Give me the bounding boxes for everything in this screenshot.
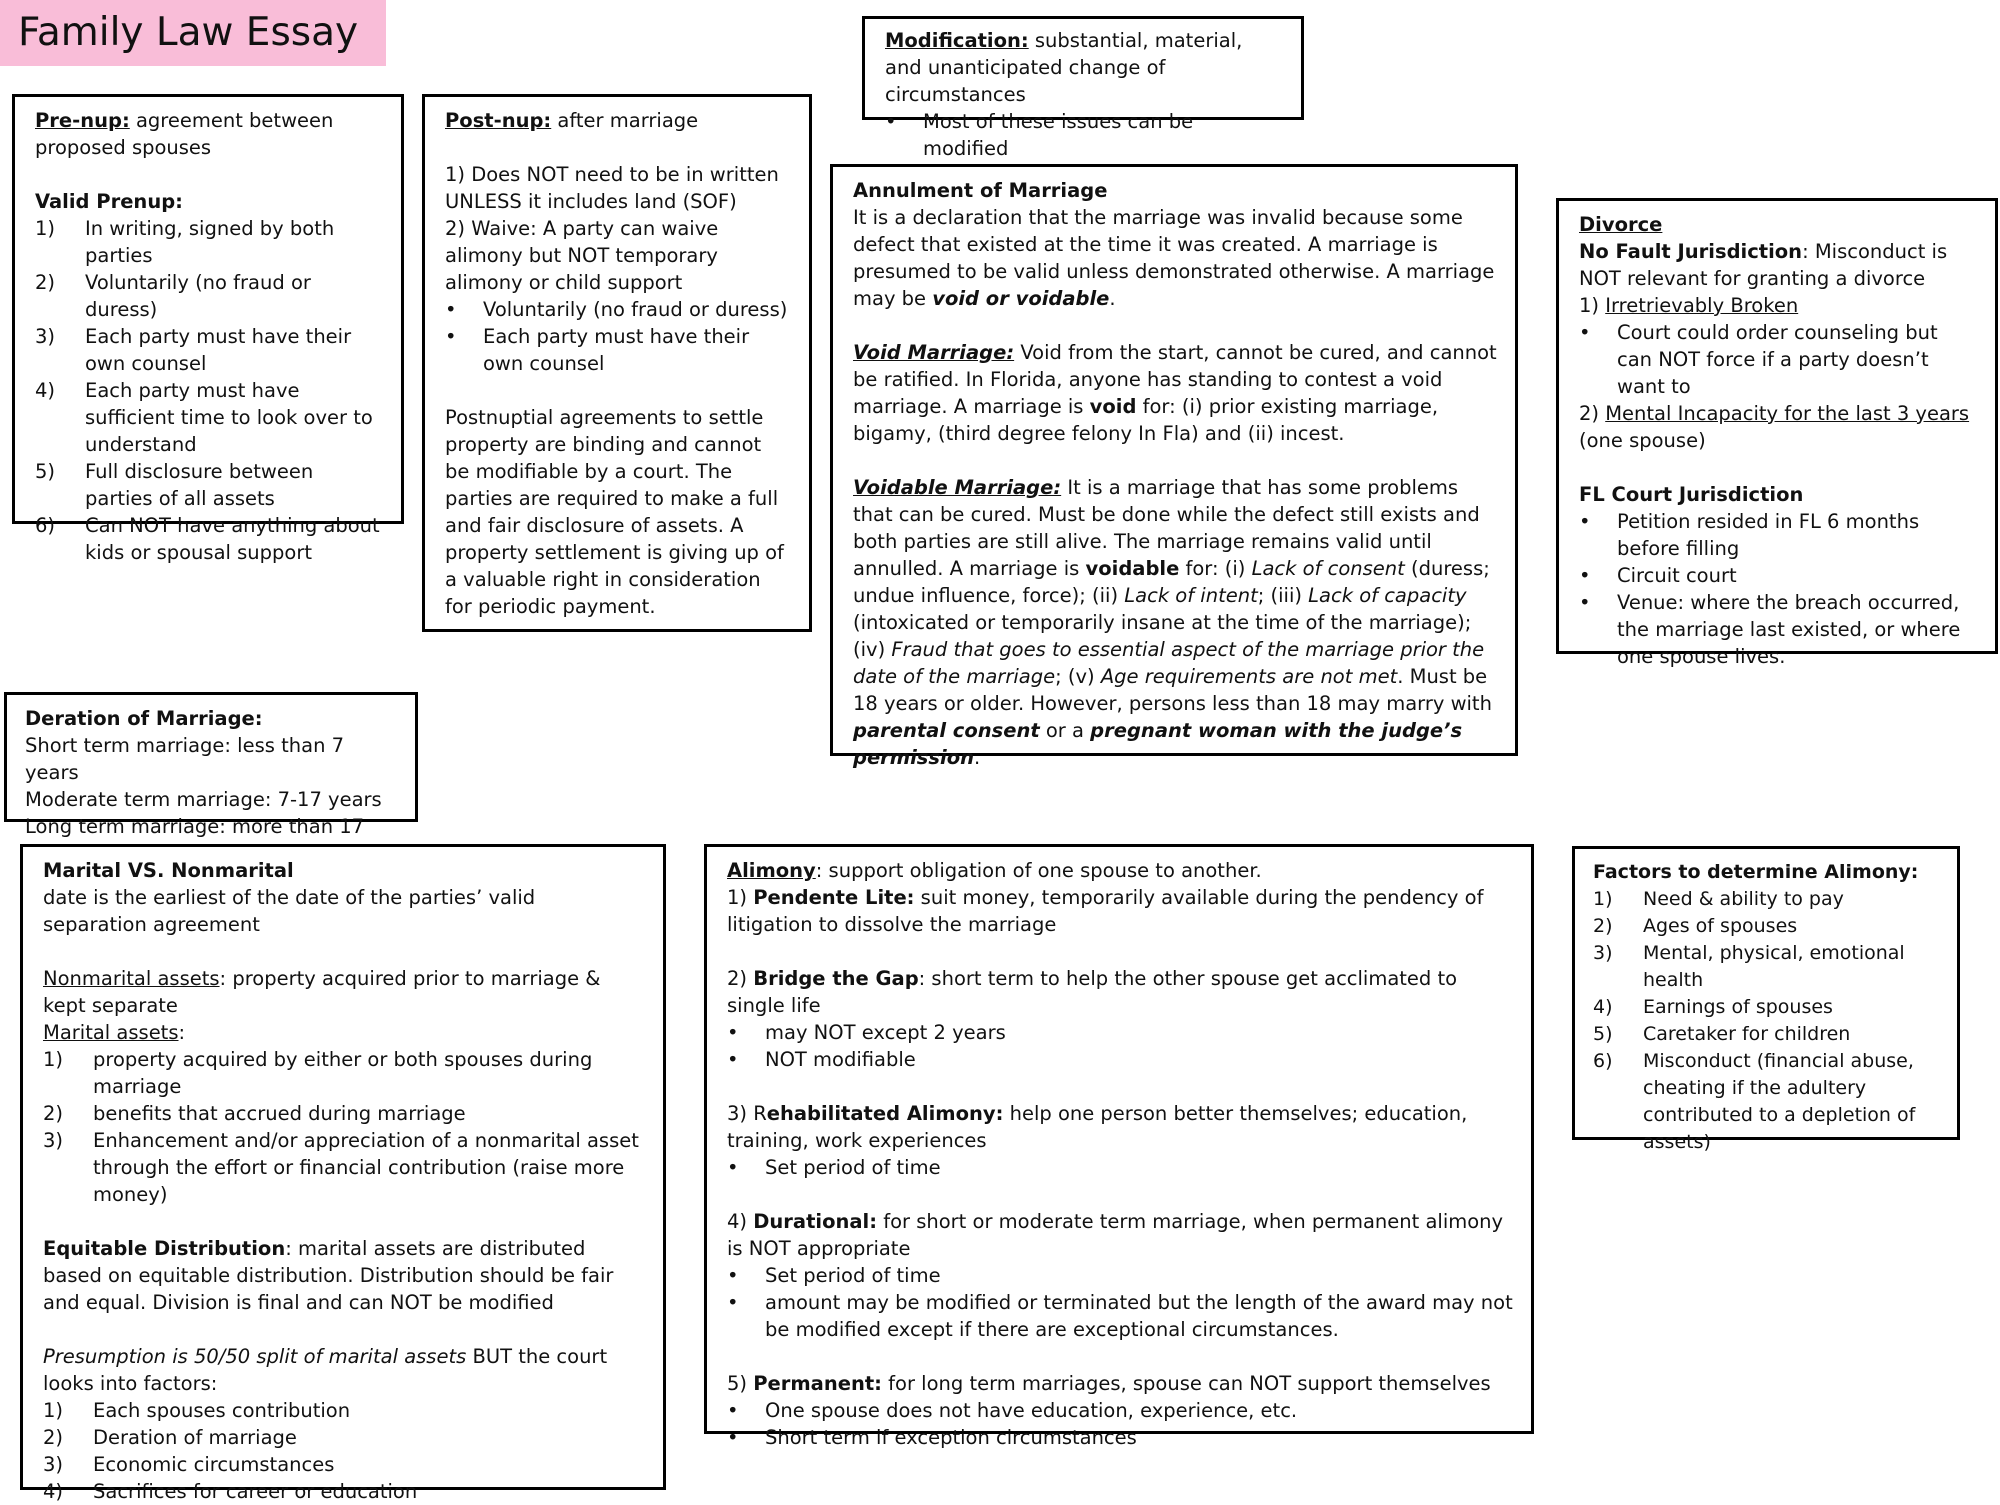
postnup-paragraph: Postnuptial agreements to settle property are binding and cannot be modifiable by a court. The parties are required to make a full and fair disclosure of assets. A property settlement is giving up of a valuable right in consideration for periodic payment.: [445, 406, 784, 618]
presumption-text: Presumption is 50/50 split of marital assets BUT the court looks into factors:: [43, 1345, 608, 1395]
duration-line: Long term marriage: more than 17: [25, 815, 365, 838]
list-item: 6) Misconduct (financial abuse, cheating if the adultery contributed to a depletion of assets): [1593, 1050, 1916, 1153]
voidable-marriage-label: Voidable Marriage:: [853, 476, 1062, 499]
marital-heading: Marital VS. Nonmarital: [43, 859, 294, 882]
list-item: • Petition resided in FL 6 months before filling: [1579, 510, 1920, 560]
no-fault-text: No Fault Jurisdiction: Misconduct is NOT relevant for granting a divorce: [1579, 240, 1948, 290]
factors-heading: Factors to determine Alimony:: [1593, 861, 1919, 883]
alimony-label: Alimony: [727, 859, 816, 882]
list-item: 3) Enhancement and/or appreciation of a nonmarital asset through the effort or financial contribution (raise more money): [43, 1129, 639, 1206]
divorce-heading: Divorce: [1579, 213, 1663, 236]
list-item: • NOT modifiable: [727, 1048, 916, 1071]
list-item: 2) Deration of marriage: [43, 1426, 297, 1449]
list-item: • Set period of time: [727, 1156, 941, 1179]
list-item: 2) Voluntarily (no fraud or duress): [35, 271, 311, 321]
list-item: 4) Earnings of spouses: [1593, 996, 1833, 1018]
marital-box: [20, 844, 666, 1503]
list-item: 3) Economic circumstances: [43, 1453, 335, 1476]
list-item: 5) Full disclosure between parties of all assets: [35, 460, 314, 510]
prenup-label: Pre-nup:: [35, 109, 130, 132]
void-marriage-text: Void Marriage: Void from the start, cannot be cured, and cannot be ratified. In Florida, anyone has standing to contest a void marriage. A marriage is void for: (i) prior existing marriage, bigamy, (third degree felony In Fla) and (ii) incest.: [853, 341, 1497, 445]
prenup-box: [12, 94, 404, 564]
modification-text: Modification: substantial, material, and unanticipated change of circumstances: [885, 29, 1243, 106]
alimony-type-1: 1) Pendente Lite: suit money, temporarily available during the pendency of litigation to dissolve the marriage: [727, 886, 1484, 936]
prenup-definition: Pre-nup: agreement between proposed spouses: [35, 109, 334, 159]
list-item: • One spouse does not have education, experience, etc.: [727, 1399, 1298, 1422]
modification-label: Modification:: [885, 29, 1029, 52]
list-item: 1) Each spouses contribution: [43, 1399, 351, 1422]
postnup-label: Post-nup:: [445, 109, 552, 132]
list-item: 1) In writing, signed by both parties: [35, 217, 335, 267]
list-item: 1) Need & ability to pay: [1593, 888, 1844, 910]
void-marriage-label: Void Marriage:: [853, 341, 1015, 364]
marital-assets-label: Marital assets:: [43, 1021, 186, 1044]
list-item: 1) property acquired by either or both spouses during marriage: [43, 1048, 593, 1098]
list-item: • Voluntarily (no fraud or duress): [445, 298, 788, 321]
list-item: 3) Each party must have their own counsel: [35, 325, 352, 375]
alimony-definition: Alimony: support obligation of one spouse to another.: [727, 859, 1262, 882]
duration-heading: Deration of Marriage:: [25, 707, 263, 730]
valid-prenup-heading: Valid Prenup:: [35, 190, 183, 213]
list-item: 3) Mental, physical, emotional health: [1593, 942, 1905, 991]
marital-intro: date is the earliest of the date of the parties’ valid separation agreement: [43, 886, 536, 936]
voidable-marriage-text: Voidable Marriage: It is a marriage that has some problems that can be cured. Must be done while the defect still exists and both parties are still alive. The marriage remains valid until annulled. A marriage is voidable for: (i) Lack of consent (duress; undue influence, force); (ii) Lack of intent; (iii) Lack of capacity (intoxicated or temporarily insane at the time of the marriage); (iv) Fraud that goes to essential aspect of the marriage prior the date of the marriage; (v) Age requirements are not met. Must be 18 years or older. However, persons less than 18 may marry with parental consent or a pregnant woman with the judge’s permission.: [853, 476, 1492, 769]
list-item: • Set period of time: [727, 1264, 941, 1287]
list-item: • Venue: where the breach occurred, the marriage last existed, or where one spouse lives.: [1579, 591, 1961, 668]
list-item: • Most of these issues can be modified: [885, 110, 1194, 160]
alimony-type-5: 5) Permanent: for long term marriages, spouse can NOT support themselves: [727, 1372, 1491, 1395]
postnup-definition: Post-nup: after marriage: [445, 109, 699, 132]
list-item: • Each party must have their own counsel: [445, 325, 750, 375]
list-item: 5) Caretaker for children: [1593, 1023, 1851, 1045]
postnup-box: [422, 94, 812, 632]
page-title: Family Law Essay: [0, 0, 386, 66]
modification-box: [862, 16, 1304, 160]
list-item: • Circuit court: [1579, 564, 1737, 587]
alimony-box: [704, 844, 1534, 1449]
annulment-intro: It is a declaration that the marriage was invalid because some defect that existed at the time it was created. A marriage is presumed to be valid unless demonstrated otherwise. A marriage may be void or voidable.: [853, 206, 1495, 310]
alimony-type-4: 4) Durational: for short or moderate term marriage, when permanent alimony is NOT appropriate: [727, 1210, 1504, 1260]
list-item: 4) Sacrifices for career or education: [43, 1480, 418, 1503]
list-item: 2) Ages of spouses: [1593, 915, 1798, 937]
divorce-ground-1: 1) Irretrievably Broken: [1579, 294, 1799, 317]
list-item: • may NOT except 2 years: [727, 1021, 1006, 1044]
duration-line: Moderate term marriage: 7-17 years: [25, 788, 382, 811]
postnup-point-1: 1) Does NOT need to be in written UNLESS it includes land (SOF): [445, 163, 779, 213]
list-item: • Short term if exception circumstances: [727, 1426, 1137, 1449]
alimony-type-2: 2) Bridge the Gap: short term to help the other spouse get acclimated to single life: [727, 967, 1458, 1017]
alimony-type-3: 3) Rehabilitated Alimony: help one person better themselves; education, training, work experiences: [727, 1102, 1468, 1152]
annulment-heading: Annulment of Marriage: [853, 179, 1108, 202]
annulment-box: [830, 164, 1518, 769]
list-item: 6) Can NOT have anything about kids or spousal support: [35, 514, 380, 564]
postnup-point-2: 2) Waive: A party can waive alimony but NOT temporary alimony or child support: [445, 217, 719, 294]
fl-court-heading: FL Court Jurisdiction: [1579, 483, 1804, 506]
divorce-ground-2: 2) Mental Incapacity for the last 3 years (one spouse): [1579, 402, 1970, 452]
list-item: • Court could order counseling but can NOT force if a party doesn’t want to: [1579, 321, 1938, 398]
duration-line: Short term marriage: less than 7 years: [25, 734, 345, 784]
divorce-box: [1556, 198, 1998, 668]
factors-box: [1572, 846, 1960, 1153]
list-item: • amount may be modified or terminated but the length of the award may not be modified except if there are exceptional circumstances.: [727, 1291, 1513, 1341]
list-item: 4) Each party must have sufficient time to look over to understand: [35, 379, 373, 456]
duration-box: [4, 692, 418, 838]
list-item: 2) benefits that accrued during marriage: [43, 1102, 466, 1125]
nonmarital-assets-text: Nonmarital assets: property acquired prior to marriage & kept separate: [43, 967, 601, 1017]
equitable-distribution-text: Equitable Distribution: marital assets are distributed based on equitable distribution. Distribution should be fair and equal. Division is final and can NOT be modified: [43, 1237, 614, 1314]
